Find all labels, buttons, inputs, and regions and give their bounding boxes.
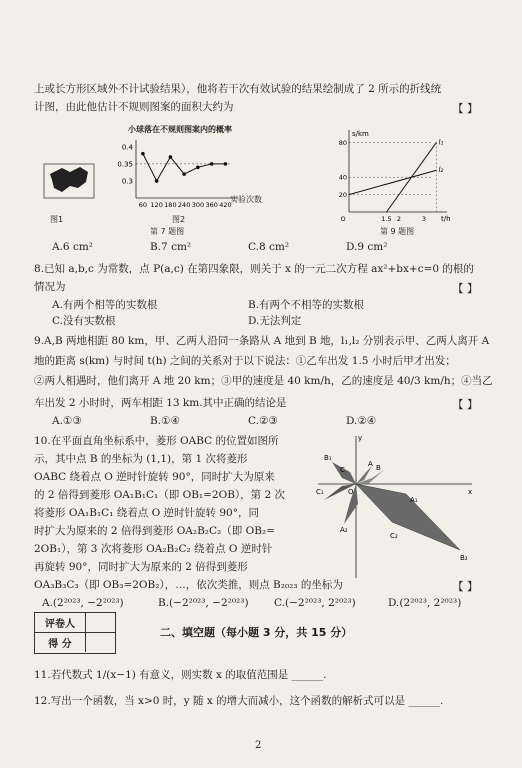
intro-line-1: 上或长方形区域外不计试验结果），他将若干次有效试验的结果绘制成了 2 所示的折线统 [34, 83, 442, 95]
fig9-series-label: l₁ [438, 138, 444, 147]
fig9-line-chart [335, 128, 455, 228]
q9-answer-bracket: 【 】 [452, 398, 478, 411]
fig2-xtick-label: 60 [138, 201, 148, 209]
fig2-ytick-label: 0.3 [121, 177, 133, 186]
fig9-ylabel: s/km [352, 130, 369, 138]
q10-fig-label-a: A [368, 460, 373, 468]
fig9-series-label: l₂ [438, 166, 444, 175]
q10-stem-9: OA₃B₃C₃（即 OB₃=2OB₂），…，依次类推，则点 B₂₀₂₃ 的坐标为 [34, 579, 343, 591]
q12-stem: 12.写出一个函数，当 x>0 时，y 随 x 的增大而减小，这个函数的解析式可以是 ______. [34, 695, 444, 707]
fig2-xtick-label: 180 [164, 201, 177, 209]
q10-option-b: B.(−2²⁰²³, −2²⁰²³) [158, 597, 249, 609]
fig2-title: 小球落在不规则图案内的概率 [128, 125, 232, 134]
q10-rhombus-figure [310, 432, 480, 582]
q10-option-d: D.(2²⁰²³, 2²⁰²³) [388, 597, 462, 609]
score-box [34, 612, 116, 654]
q7-option-a: A.6 cm² [52, 241, 93, 253]
q10-fig-label-c1: C₁ [316, 488, 324, 496]
fig2-xtick-label: 240 [177, 201, 191, 209]
q10-fig-label-o: O [348, 488, 354, 496]
q10-fig-label-a1: A₁ [410, 496, 418, 504]
q10-stem-1: 10.在平面直角坐标系中，菱形 OABC 的位置如图所 [34, 435, 279, 447]
q10-option-a: A.(2²⁰²³, −2²⁰²³) [42, 597, 124, 609]
section-2-title: 二、填空题（每小题 3 分，共 15 分） [160, 626, 353, 639]
q8-stem-1: 8.已知 a,b,c 为常数，点 P(a,c) 在第四象限，则关于 x 的一元二次方程 ax²+bx+c=0 的根的 [34, 263, 474, 275]
q9-option-b: B.①④ [150, 415, 180, 427]
fig2-ytick-label: 0.4 [121, 143, 133, 152]
fig2-xlabel: 实验次数 [230, 195, 262, 204]
fig9-xlabel: t/h [441, 215, 451, 223]
fig9-ytick-label: 40 [338, 173, 347, 182]
q9-stem-3: ②两人相遇时，他们离开 A 地 20 km；③甲的速度是 40 km/h，乙的速度是 40/3 km/h；④当乙 [34, 375, 493, 387]
fig1-irregular-shape [40, 150, 100, 210]
q10-fig-label-b1: B₁ [324, 454, 332, 462]
fig2-data-point [210, 162, 214, 166]
fig9-ytick-label: 20 [338, 191, 347, 200]
q10-stem-4: 的 2 倍得到菱形 OA₁B₁C₁（即 OB₁=2OB），第 2 次 [34, 489, 286, 501]
q7-option-b: B.7 cm² [150, 241, 192, 253]
fig2-xtick-label: 360 [205, 201, 218, 209]
q11-stem: 11.若代数式 1/(x−1) 有意义，则实数 x 的取值范围是 ______. [34, 669, 327, 681]
fig9-series-line [349, 170, 437, 194]
fig2-caption: 图2 [172, 215, 186, 224]
fig9-xtick-label: 3 [421, 215, 427, 223]
fig9-xtick-label: 2 [396, 215, 402, 223]
fig7-caption: 第 7 题图 [150, 227, 185, 236]
q9-stem-4: 车出发 2 小时时，两车相距 13 km.其中正确的结论是 [34, 397, 287, 409]
q7-option-c: C.8 cm² [248, 241, 290, 253]
fig1-caption: 图1 [50, 215, 64, 224]
q8-answer-bracket: 【 】 [452, 282, 478, 295]
q10-fig-label-a2: A₂ [340, 526, 348, 534]
fig2-data-point [141, 152, 145, 156]
fig2-data-point [155, 179, 159, 183]
q8-option-a: A.有两个相等的实数根 [52, 299, 158, 311]
q10-stem-6: 时扩大为原来的 2 倍得到菱形 OA₂B₂C₂（即 OB₂= [34, 525, 275, 537]
q10-fig-label-c: C [340, 466, 345, 474]
q10-stem-5: 将菱形 OA₁B₁C₁ 绕着点 O 逆时针旋转 90°，同 [34, 507, 259, 519]
q10-fig-label-y: y [358, 434, 363, 442]
q10-answer-bracket: 【 】 [452, 580, 478, 593]
q9-option-d: D.②④ [346, 415, 377, 427]
fig2-xtick-label: 300 [191, 201, 205, 209]
fig2-series-line [143, 154, 226, 181]
q10-stem-8: 再旋转 90°，同时扩大为原来的 2 倍得到菱形 [34, 561, 248, 573]
fig2-data-point [224, 162, 228, 166]
fig9-xtick-label: 1.5 [381, 215, 392, 223]
fig2-xtick-label: 120 [150, 201, 163, 209]
q10-option-c: C.(−2²⁰²³, 2²⁰²³) [274, 597, 356, 609]
fig9-xtick-label: O [340, 215, 346, 223]
intro-line-2: 计图，由此他估计不规则图案的面积大约为 [34, 101, 234, 113]
q7-answer-bracket: 【 】 [452, 102, 478, 115]
score-box-score-label: 得 分 [35, 633, 86, 652]
q8-option-c: C.没有实数根 [52, 315, 116, 327]
q8-stem-2: 情况为 [34, 281, 66, 293]
q9-stem-2: 地的距离 s(km) 与时间 t(h) 之间的关系对于以下说法：①乙车出发 1.5 小时后甲才出发； [34, 355, 456, 367]
fig9-caption: 第 9 题图 [380, 227, 415, 236]
q8-option-b: B.有两个不相等的实数根 [248, 299, 365, 311]
fig2-ytick-label: 0.35 [117, 160, 133, 169]
score-box-grader-label: 评卷人 [35, 613, 86, 632]
fig2-data-point [182, 172, 186, 176]
q10-fig-label-b: B [376, 464, 381, 472]
q10-stem-2: 示，其中点 B 的坐标为 (1,1)，第 1 次将菱形 [34, 453, 248, 465]
q9-option-a: A.①③ [52, 415, 82, 427]
q10-fig-label-x: x [468, 488, 473, 496]
fig9-ytick-label: 80 [338, 138, 347, 147]
q10-fig-label-c2: C₂ [390, 532, 398, 540]
q9-option-c: C.②③ [248, 415, 278, 427]
q10-fig-label-b2: B₂ [460, 554, 468, 562]
q8-option-d: D.无法判定 [248, 315, 302, 327]
q7-option-d: D.9 cm² [346, 241, 388, 253]
q10-stem-3: OABC 绕着点 O 逆时针旋转 90°，同时扩大为原来 [34, 471, 275, 483]
q10-stem-7: 2OB₁），第 3 次将菱形 OA₂B₂C₂ 绕着点 O 逆时针 [34, 543, 273, 555]
fig2-xtick-label: 420 [219, 201, 232, 209]
q9-stem-1: 9.A,B 两地相距 80 km，甲、乙两人沿同一条路从 A 地到 B 地，l₁,l₂ 分别表示甲、乙两人离开 A [34, 335, 490, 347]
fig2-data-point [169, 155, 173, 159]
fig2-data-point [196, 165, 200, 169]
page-number: 2 [255, 740, 262, 751]
